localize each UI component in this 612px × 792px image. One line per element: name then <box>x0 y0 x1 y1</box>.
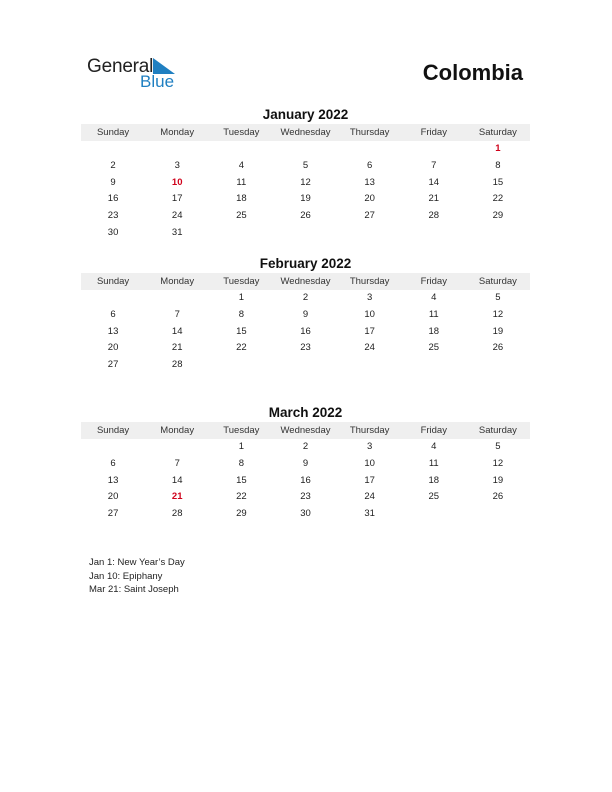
weekday-label: Saturday <box>478 276 517 287</box>
day-cell: 8 <box>495 159 501 171</box>
day-cell: 4 <box>431 292 437 303</box>
day-cell: 28 <box>171 508 183 520</box>
day-cell: 17 <box>364 474 375 486</box>
day-cell: 6 <box>110 457 116 469</box>
weekday-label: Wednesday <box>280 127 331 138</box>
day-cell: 3 <box>174 159 180 171</box>
day-cell: 21 <box>171 342 183 354</box>
day-cell: 24 <box>171 210 183 222</box>
week-row <box>81 191 530 208</box>
day-cell: 16 <box>107 193 119 205</box>
empty-day-cell <box>466 357 530 374</box>
day-cell: 15 <box>492 176 504 188</box>
day-cell: 20 <box>364 193 375 205</box>
week-row <box>81 158 530 175</box>
week-row <box>81 225 530 242</box>
weekday-label: Tuesday <box>223 127 260 138</box>
weekday-label: Wednesday <box>280 425 331 436</box>
week-row <box>81 175 530 192</box>
month-march <box>81 404 530 523</box>
weekday-label: Sunday <box>96 127 130 138</box>
day-cell: 7 <box>431 159 437 171</box>
week-row <box>81 473 530 490</box>
day-cell: 11 <box>428 457 439 469</box>
week-row <box>81 456 530 473</box>
day-cell: 25 <box>236 210 247 222</box>
weekday-label: Sunday <box>96 425 130 436</box>
day-cell: 11 <box>236 176 247 188</box>
day-cell: 6 <box>110 308 116 320</box>
day-cell: 8 <box>238 308 244 320</box>
empty-day-cell <box>81 141 145 158</box>
holiday-note: Jan 10: Epiphany <box>89 570 163 582</box>
weekday-label: Friday <box>420 276 447 287</box>
day-cell: 15 <box>236 474 247 486</box>
day-cell: 15 <box>236 325 247 337</box>
holiday-notes <box>89 556 185 597</box>
day-cell: 9 <box>110 176 116 188</box>
day-cell: 27 <box>107 508 119 520</box>
month-title: January 2022 <box>262 107 349 122</box>
day-cell: 31 <box>364 508 375 520</box>
holiday-note: Mar 21: Saint Joseph <box>89 584 179 595</box>
week-row <box>81 489 530 506</box>
week-row <box>81 324 530 341</box>
empty-day-cell <box>402 141 466 158</box>
empty-day-cell <box>402 506 466 523</box>
day-cell: 9 <box>302 457 309 469</box>
day-cell: 27 <box>107 359 119 371</box>
weekday-label: Thursday <box>349 425 390 436</box>
day-cell: 18 <box>428 325 440 337</box>
month-title: February 2022 <box>259 256 352 271</box>
weekday-label: Friday <box>420 127 447 138</box>
day-cell: 29 <box>492 210 504 222</box>
week-row <box>81 357 530 374</box>
day-cell: 6 <box>366 159 373 171</box>
weekday-label: Friday <box>420 425 447 436</box>
weekday-header-row <box>81 273 530 290</box>
day-cell: 17 <box>364 325 375 337</box>
day-cell: 19 <box>492 474 504 486</box>
day-cell: 16 <box>300 325 311 337</box>
holiday-day-cell: 10 <box>171 176 183 188</box>
day-cell: 29 <box>236 508 247 520</box>
day-cell: 5 <box>302 159 309 171</box>
week-row <box>81 340 530 357</box>
empty-day-cell <box>402 225 466 242</box>
day-cell: 2 <box>302 441 309 452</box>
month-february <box>81 255 530 374</box>
weekday-header-row <box>81 422 530 439</box>
day-cell: 23 <box>107 210 119 222</box>
week-row <box>81 141 530 158</box>
week-row <box>81 307 530 324</box>
day-cell: 12 <box>492 457 504 469</box>
day-cell: 24 <box>364 491 375 503</box>
day-cell: 10 <box>364 457 375 469</box>
day-cell: 1 <box>238 292 244 303</box>
weekday-label: Sunday <box>96 276 130 287</box>
day-cell: 26 <box>492 342 504 354</box>
day-cell: 2 <box>302 292 309 303</box>
day-cell: 28 <box>428 210 440 222</box>
day-cell: 13 <box>107 325 119 337</box>
day-cell: 2 <box>110 159 116 171</box>
day-cell: 13 <box>107 474 119 486</box>
weekday-label: Monday <box>160 276 195 287</box>
weekday-label: Saturday <box>478 425 517 436</box>
day-cell: 10 <box>364 308 375 320</box>
day-cell: 27 <box>364 210 375 222</box>
empty-day-cell <box>81 439 145 456</box>
empty-day-cell <box>273 357 337 374</box>
empty-day-cell <box>209 225 273 242</box>
day-cell: 12 <box>492 308 504 320</box>
day-cell: 18 <box>236 193 247 205</box>
holiday-day-cell: 1 <box>495 143 501 154</box>
day-cell: 1 <box>238 441 244 452</box>
weekday-label: Thursday <box>349 127 390 138</box>
day-cell: 18 <box>428 474 440 486</box>
empty-day-cell <box>338 141 402 158</box>
day-cell: 25 <box>428 491 440 503</box>
day-cell: 3 <box>366 292 373 303</box>
day-cell: 24 <box>364 342 375 354</box>
generalblue-logo <box>87 56 187 92</box>
day-cell: 31 <box>171 226 183 238</box>
weekday-label: Monday <box>160 425 195 436</box>
month-january <box>81 106 530 242</box>
weekday-label: Wednesday <box>280 276 331 287</box>
day-cell: 11 <box>428 308 439 320</box>
empty-day-cell <box>81 290 145 307</box>
day-cell: 14 <box>428 176 440 188</box>
week-row <box>81 506 530 523</box>
week-row <box>81 290 530 307</box>
day-cell: 23 <box>300 491 311 503</box>
day-cell: 7 <box>174 308 180 320</box>
empty-day-cell <box>466 225 530 242</box>
day-cell: 3 <box>366 441 373 452</box>
weekday-header-row <box>81 124 530 141</box>
logo-text-blue: Blue <box>140 72 175 91</box>
weekday-label: Tuesday <box>223 425 260 436</box>
empty-day-cell <box>466 506 530 523</box>
empty-day-cell <box>402 357 466 374</box>
day-cell: 23 <box>300 342 311 354</box>
day-cell: 26 <box>492 491 504 503</box>
day-cell: 30 <box>107 226 119 238</box>
day-cell: 5 <box>495 292 501 303</box>
day-cell: 20 <box>107 491 119 503</box>
empty-day-cell <box>338 225 402 242</box>
day-cell: 14 <box>171 325 183 337</box>
day-cell: 21 <box>428 193 440 205</box>
day-cell: 20 <box>107 342 119 354</box>
empty-day-cell <box>209 141 273 158</box>
week-row <box>81 208 530 225</box>
day-cell: 28 <box>171 359 183 371</box>
empty-day-cell <box>273 141 337 158</box>
day-cell: 5 <box>495 441 501 452</box>
day-cell: 19 <box>300 193 311 205</box>
country-title: Colombia <box>422 60 523 85</box>
empty-day-cell <box>273 225 337 242</box>
day-cell: 8 <box>238 457 244 469</box>
day-cell: 14 <box>171 474 183 486</box>
day-cell: 22 <box>236 342 247 354</box>
week-row <box>81 439 530 456</box>
day-cell: 7 <box>174 457 180 469</box>
empty-day-cell <box>145 141 209 158</box>
weekday-label: Tuesday <box>223 276 260 287</box>
weekday-label: Monday <box>160 127 195 138</box>
empty-day-cell <box>145 439 209 456</box>
day-cell: 4 <box>431 441 437 452</box>
day-cell: 26 <box>300 210 311 222</box>
empty-day-cell <box>338 357 402 374</box>
day-cell: 22 <box>492 193 504 205</box>
day-cell: 30 <box>300 508 311 520</box>
day-cell: 12 <box>300 176 311 188</box>
holiday-note: Jan 1: New Year’s Day <box>89 557 185 568</box>
weekday-label: Thursday <box>349 276 390 287</box>
day-cell: 22 <box>236 491 247 503</box>
day-cell: 17 <box>171 193 183 205</box>
day-cell: 16 <box>300 474 311 486</box>
month-title: March 2022 <box>268 405 343 420</box>
day-cell: 9 <box>302 308 309 320</box>
weekday-label: Saturday <box>478 127 517 138</box>
day-cell: 4 <box>238 159 244 171</box>
empty-day-cell <box>145 290 209 307</box>
holiday-day-cell: 21 <box>171 491 183 503</box>
day-cell: 25 <box>428 342 440 354</box>
day-cell: 13 <box>364 176 375 188</box>
empty-day-cell <box>209 357 273 374</box>
day-cell: 19 <box>492 325 504 337</box>
logo-text-general: General <box>87 56 154 77</box>
